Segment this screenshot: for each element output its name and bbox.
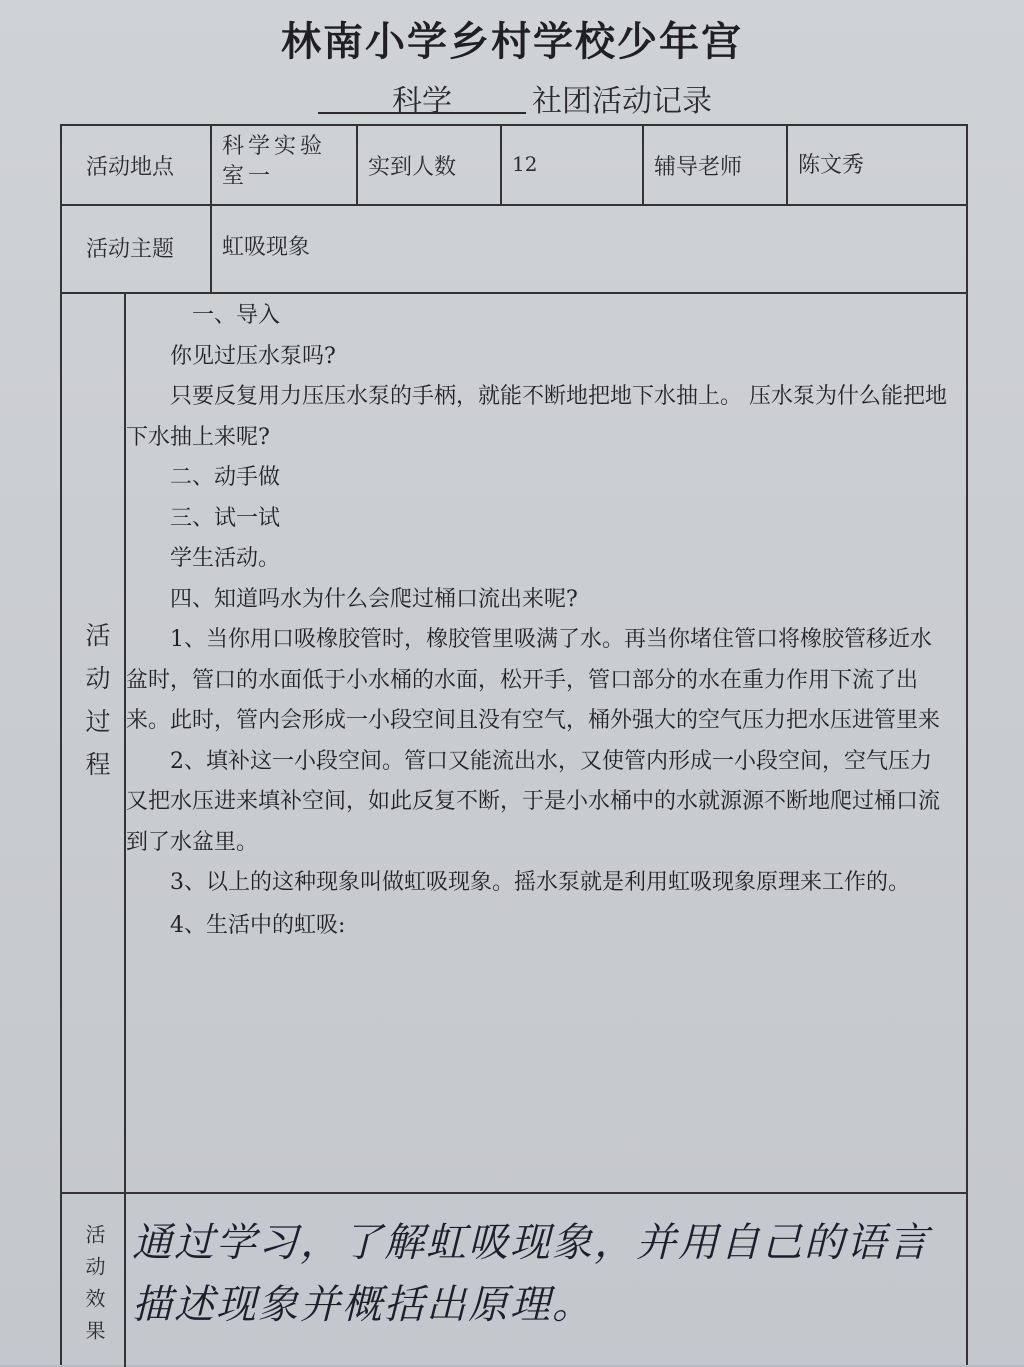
record-subtitle: [318, 76, 838, 119]
column-divider: [786, 126, 788, 204]
school-title: 林南小学乡村学校少年宫: [281, 19, 743, 65]
attendance-label: 实到人数: [368, 155, 457, 180]
process-paragraph: 四、知道吗水为什么会爬过桶口流出来呢?: [170, 586, 578, 612]
row-divider: [62, 204, 966, 206]
theme-label: 活动主题: [86, 237, 175, 262]
effect-handwritten-text: 通过学习，了解虹吸现象，并用自己的语言描述现象并概括出原理。: [132, 1220, 930, 1328]
subject-field: 科学: [318, 76, 526, 114]
column-divider: [210, 126, 212, 292]
attendance-value: 12: [512, 152, 538, 176]
process-paragraph: 2、填补这一小段空间。管口又能流出水，又使管内形成一小段空间，空气压力又把水压进来填补空间，如此反复不断，于是小水桶中的水就源源不断地爬过桶口流到了水盆里。: [126, 748, 941, 855]
row-divider: [62, 1192, 966, 1194]
effect-label: 活动效果: [82, 1224, 106, 1352]
column-divider: [500, 126, 502, 204]
location-value: 科学实验室一: [222, 134, 327, 189]
teacher-value: 陈文秀: [798, 153, 865, 178]
process-paragraph: 3、以上的这种现象叫做虹吸现象。摇水泵就是利用虹吸现象原理来工作的。: [170, 870, 910, 895]
process-paragraph: 三、试一试: [170, 505, 281, 531]
location-label: 活动地点: [86, 155, 175, 180]
process-paragraph: 你见过压水泵吗?: [170, 343, 336, 369]
process-paragraph: 学生活动。: [170, 546, 281, 571]
teacher-label: 辅导老师: [654, 155, 743, 180]
record-table: [60, 124, 968, 1365]
row-divider: [62, 292, 966, 294]
process-paragraph: 二、动手做: [170, 465, 281, 490]
process-label: 活动过程: [82, 622, 111, 794]
process-content: [126, 296, 948, 946]
column-divider: [642, 126, 644, 204]
process-paragraph: 只要反复用力压压水泵的手柄，就能不断地把地下水抽上。 压水泵为什么能把地下水抽上来呢?: [126, 384, 947, 450]
record-type: 社团活动记录: [532, 84, 712, 119]
column-divider: [356, 126, 358, 204]
process-paragraph: 1、当你用口吸橡胶管时，橡胶管里吸满了水。再当你堵住管口将橡胶管移近水盆时，管口的水面低于小水桶的水面，松开手，管口部分的水在重力作用下流了出来。此时，管内会形成一小段空间且没有空气，桶外强大的空气压力把水压进管里来: [126, 627, 941, 733]
theme-value: 虹吸现象: [222, 235, 311, 260]
process-paragraph: 4、生活中的虹吸:: [170, 912, 346, 938]
process-paragraph: 一、导入: [192, 303, 281, 328]
